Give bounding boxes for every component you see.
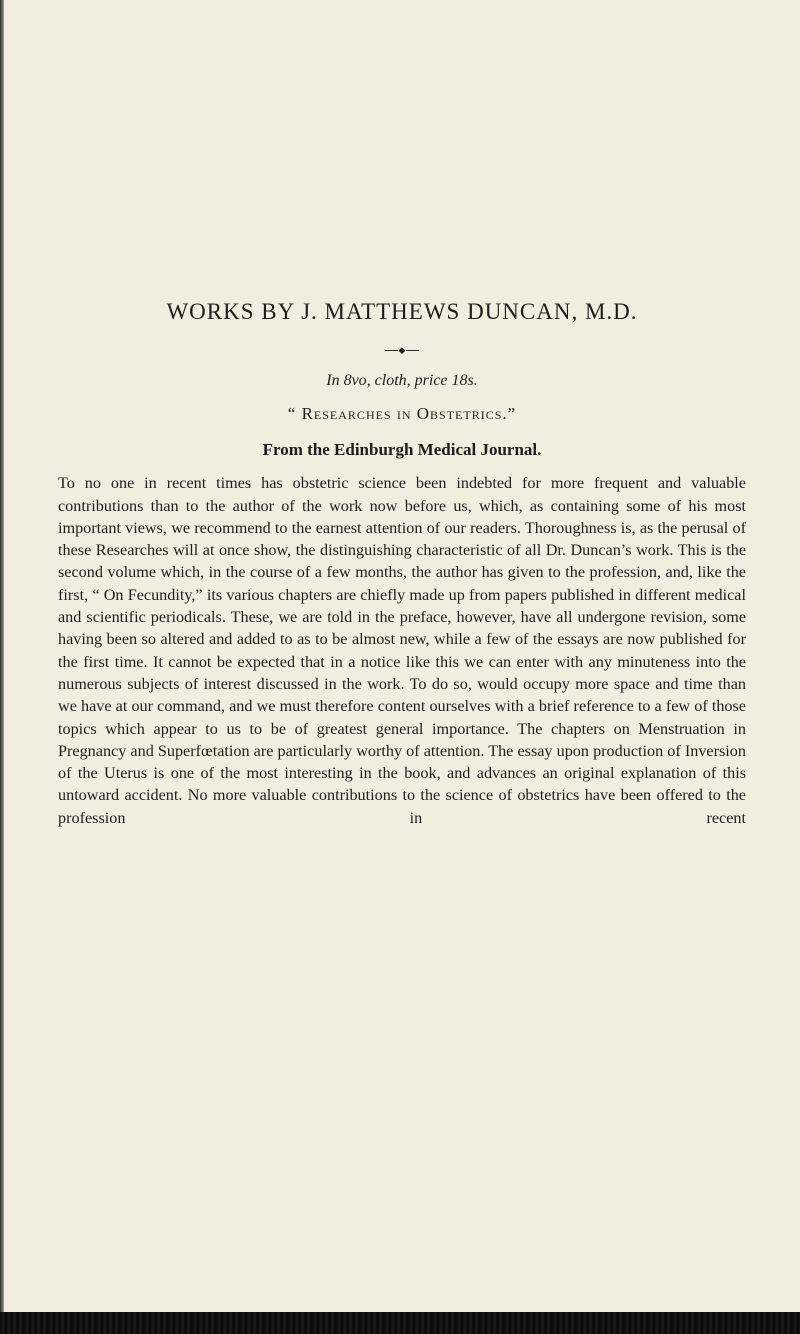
review-text: To no one in recent times has obstetric science been indebted for more frequent and valuable contributions than to the author of the work now before us, which, as containing some of his most important views, we recommend to the earnest attention of our readers. Thoroughness is, as the perusal of these Researches will at once show, the distinguishing characteristic of all Dr. Duncan’s work. This is the second volume which, in the course of a few months, the author has given to the profession, and, like the first, “ On Fecundity,” its various chapters are chiefly made up from papers published in different medical and scientific periodicals. These, we are told in the preface, however, have all undergone revision, some having been so altered and added to as to be almost new, while a few of the essays are now published for the first time. It cannot be expected that in a notice like this we can enter with any minuteness into the numerous subjects of interest discussed in the work. To do so, would occupy more space and time than we have at our command, and we must therefore content ourselves with a brief reference to a few of those topics which appear to us to be of greatest general importance. The chapters on Menstruation in Pregnancy and Superfœtation are particularly worthy of attention. The essay upon production of Inversion of the Uterus is one of the most interesting in the book, and advances an original explanation of this untoward accident. No more valuable contributions to the science of obstetrics have been offered to the profession in recent (58, 474, 746, 827)
divider-rule-right (406, 350, 419, 351)
ornament-divider (58, 343, 746, 356)
edition-price-line: In 8vo, cloth, price 18s. (326, 372, 478, 390)
divider-rule-left (385, 350, 398, 351)
page-bottom-edge (0, 1312, 800, 1334)
document-page (58, 300, 746, 829)
review-source: From the Edinburgh Medical Journal. (262, 440, 542, 460)
book-title: “ Researches in Obstetrics.” (287, 404, 517, 424)
page-left-edge (0, 0, 4, 1334)
diamond-ornament-icon: ◆ (398, 345, 406, 356)
page-heading: WORKS BY J. MATTHEWS DUNCAN, M.D. (166, 299, 638, 324)
